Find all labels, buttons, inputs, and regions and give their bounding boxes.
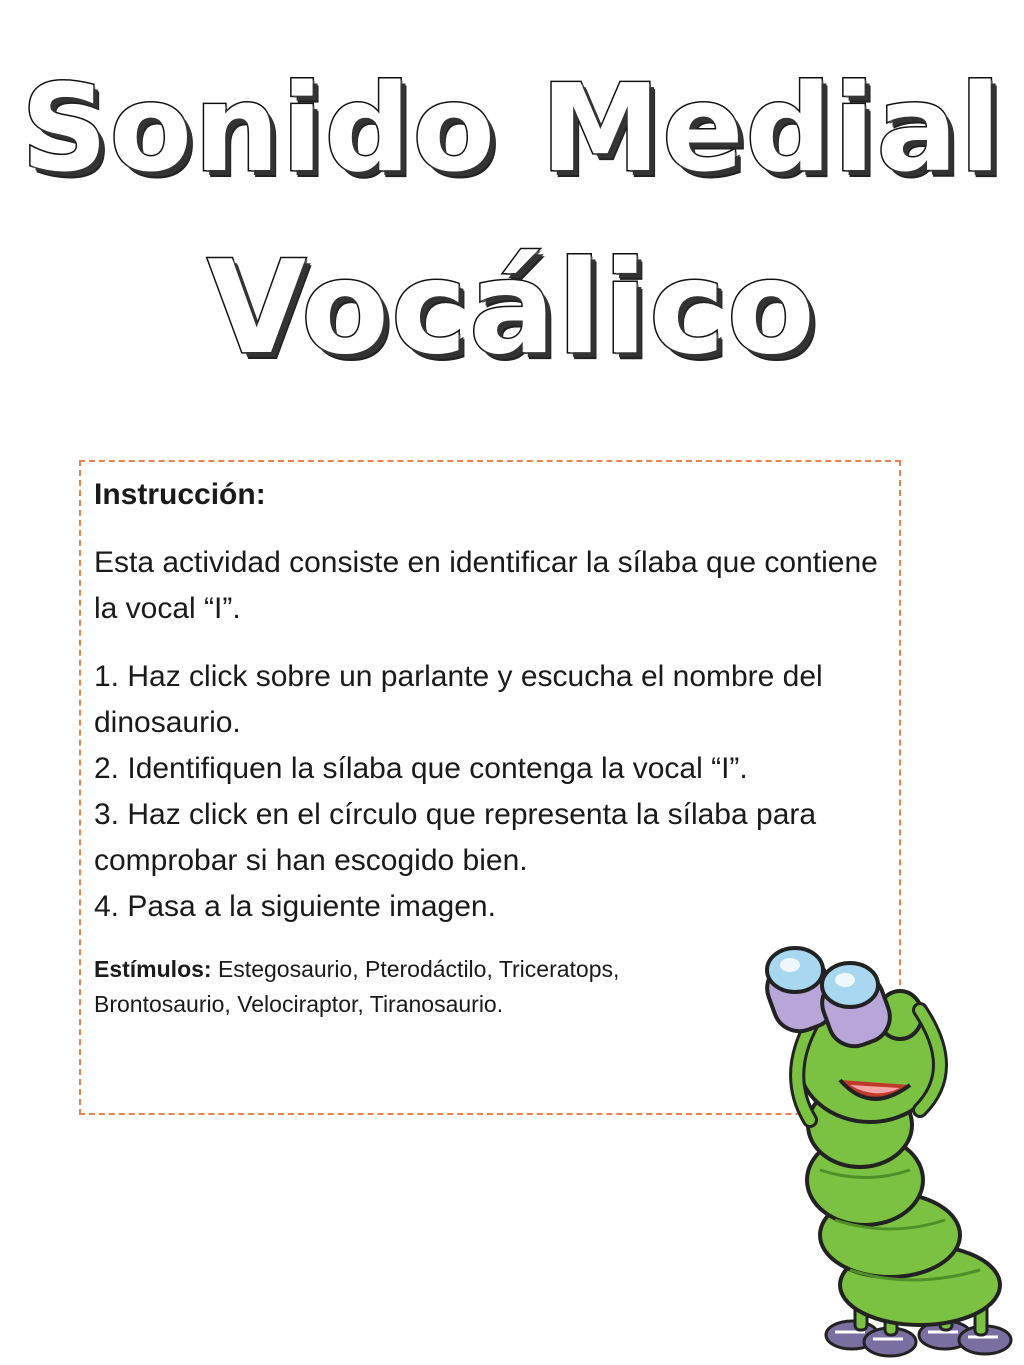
instruction-step-2: 2. Identifiquen la sílaba que contenga la vocal “I”. xyxy=(94,752,748,785)
instruction-heading: Instrucción: xyxy=(94,478,266,511)
stimuli-label: Estímulos: xyxy=(94,956,212,982)
caterpillar-body-icon xyxy=(807,1083,1000,1325)
stimuli-text: Estegosaurio, Pterodáctilo, Triceratops, Brontosaurio, Velociraptor, Tiranosaurio. xyxy=(94,956,620,1017)
instruction-step-4: 4. Pasa a la siguiente imagen. xyxy=(94,890,496,923)
page-title-line-1: Sonido Medial xyxy=(21,60,1003,199)
instruction-step-1: 1. Haz click sobre un parlante y escucha el nombre del dinosaurio. xyxy=(94,660,823,739)
instruction-steps xyxy=(94,654,884,930)
stimuli-line xyxy=(94,952,734,1022)
page-title-line-2: Vocálico xyxy=(207,234,817,383)
instruction-step-3: 3. Haz click en el círculo que representa la sílaba para comprobar si han escogido bien. xyxy=(94,798,817,877)
caterpillar-with-binoculars-icon xyxy=(740,930,1024,1365)
instruction-intro: Esta actividad consiste en identificar la sílaba que contiene la vocal “I”. xyxy=(94,546,878,625)
